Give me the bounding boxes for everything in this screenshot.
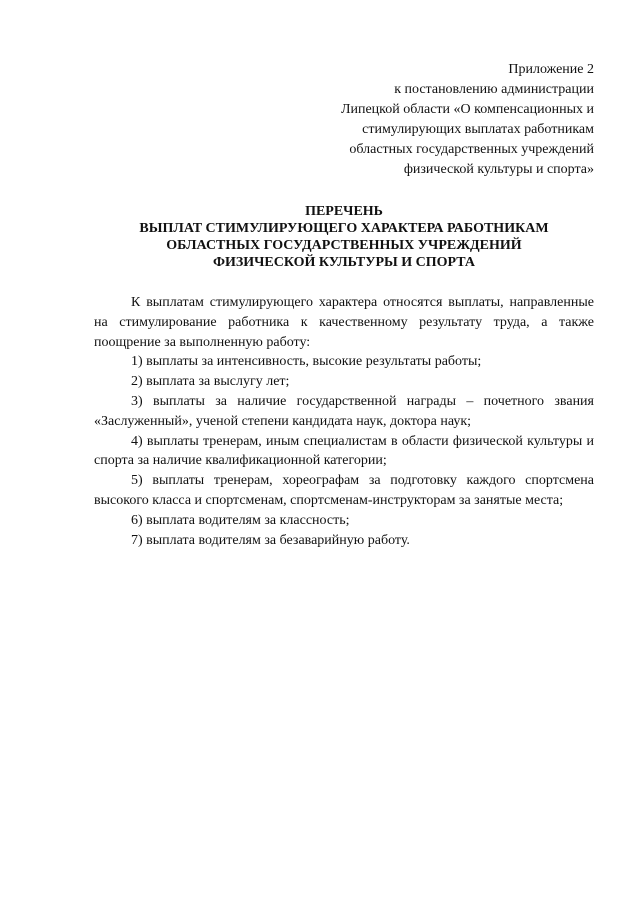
list-item: 4) выплаты тренерам, иным специалистам в области физической культуры и спорта за наличие квалификационной категории; (94, 433, 594, 469)
appendix-line: Приложение 2 (508, 62, 594, 77)
document-body (94, 293, 594, 550)
document-page (94, 60, 594, 550)
title-line: ОБЛАСТНЫХ ГОСУДАРСТВЕННЫХ УЧРЕЖДЕНИЙ (166, 238, 522, 253)
appendix-line: Липецкой области «О компенсационных и (340, 102, 594, 117)
list-item: 2) выплата за выслугу лет; (131, 374, 290, 390)
list-item: 1) выплаты за интенсивность, высокие результаты работы; (131, 354, 482, 370)
document-title (94, 203, 594, 271)
title-line: ПЕРЕЧЕНЬ (305, 204, 383, 219)
list-item: 5) выплаты тренерам, хореографам за подготовку каждого спортсмена высокого класса и спортсменам, спортсменам-инструкторам за занятые места; (94, 473, 594, 508)
appendix-header (94, 60, 594, 180)
intro-paragraph: К выплатам стимулирующего характера относятся выплаты, направленные на стимулирование работника к качественному результату труда, а также поощрение за выполненную работу: (94, 295, 594, 350)
appendix-line: физической культуры и спорта» (403, 162, 594, 177)
list-item: 3) выплаты за наличие государственной награды – почетного звания «Заслуженный», ученой степени кандидата наук, доктора наук; (94, 393, 594, 429)
title-line: ВЫПЛАТ СТИМУЛИРУЮЩЕГО ХАРАКТЕРА РАБОТНИКАМ (139, 221, 549, 236)
list-item: 6) выплата водителям за классность; (131, 512, 350, 528)
appendix-line: областных государственных учреждений (349, 142, 594, 157)
appendix-line: стимулирующих выплатах работникам (362, 122, 594, 137)
list-item: 7) выплата водителям за безаварийную работу. (131, 532, 410, 548)
appendix-line: к постановлению администрации (394, 82, 594, 97)
title-line: ФИЗИЧЕСКОЙ КУЛЬТУРЫ И СПОРТА (212, 255, 476, 270)
